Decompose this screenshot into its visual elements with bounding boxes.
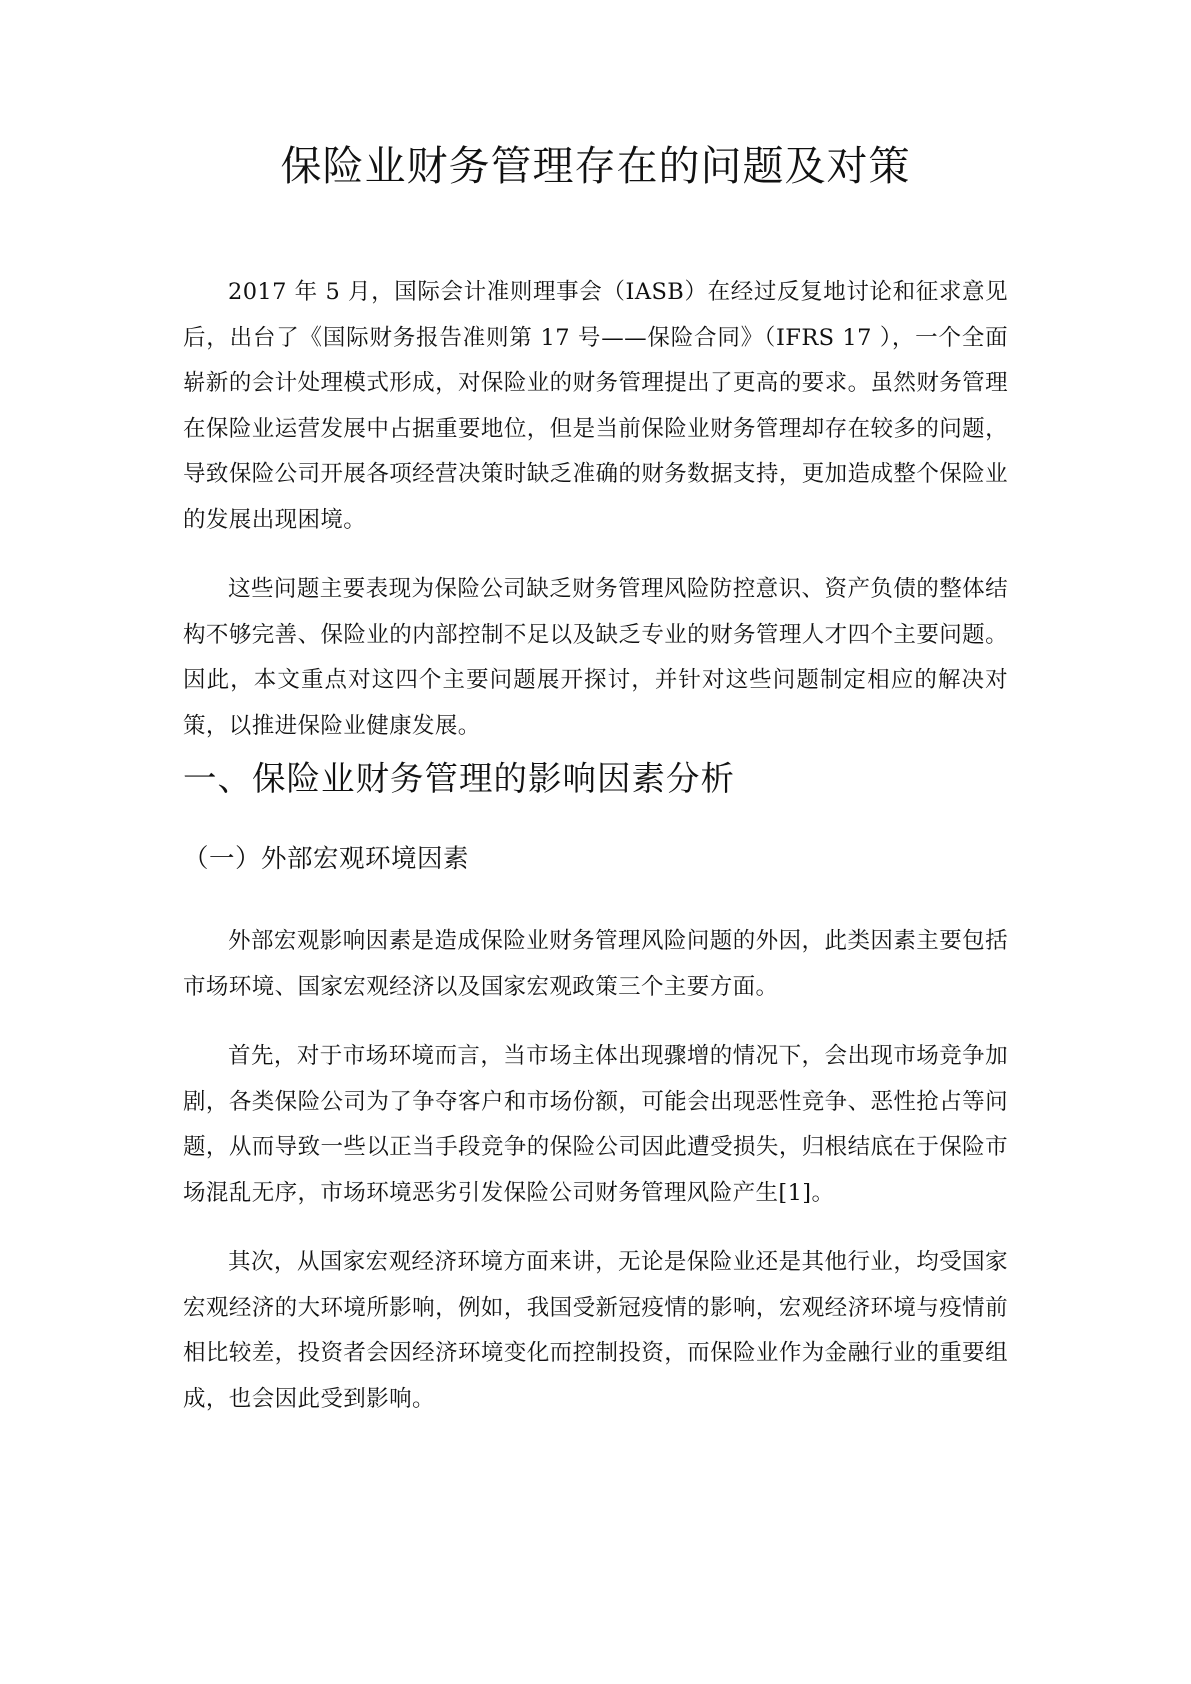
intro-paragraph-2: 这些问题主要表现为保险公司缺乏财务管理风险防控意识、资产负债的整体结构不够完善、保险业的内部控制不足以及缺乏专业的财务管理人才四个主要问题。因此，本文重点对这四个主要问题展开探讨，并针对这些问题制定相应的解决对策，以推进保险业健康发展。 [183, 576, 1008, 739]
paragraph-spacer [183, 1216, 1008, 1240]
paragraph-spacer [183, 543, 1008, 567]
document-body [183, 270, 1008, 1422]
document-title: 保险业财务管理存在的问题及对策 [280, 142, 911, 190]
section-paragraph-3: 其次，从国家宏观经济环境方面来讲，无论是保险业还是其他行业，均受国家宏观经济的大环境所影响，例如，我国受新冠疫情的影响，宏观经济环境与疫情前相比较差，投资者会因经济环境变化而控制投资，而保险业作为金融行业的重要组成，也会因此受到影响。 [183, 1249, 1008, 1412]
section-paragraph-1: 外部宏观影响因素是造成保险业财务管理风险问题的外因，此类因素主要包括市场环境、国家宏观经济以及国家宏观政策三个主要方面。 [183, 928, 1008, 1000]
paragraph-spacer [183, 1010, 1008, 1034]
intro-paragraph-1: 2017 年 5 月，国际会计准则理事会（IASB）在经过反复地讨论和征求意见后，出台了《国际财务报告准则第 17 号——保险合同》（IFRS 17 ），一个全面崭新的会计处理模式形成，对保险业的财务管理提出了更高的要求。虽然财务管理在保险业运营发展中占据重要地位，但是当前保险业财务管理却存在较多的问题，导致保险公司开展各项经营决策时缺乏准确的财务数据支持，更加造成整个保险业的发展出现困境。 [183, 279, 1008, 533]
section-paragraph-2: 首先，对于市场环境而言，当市场主体出现骤增的情况下，会出现市场竞争加剧，各类保险公司为了争夺客户和市场份额，可能会出现恶性竞争、恶性抢占等问题，从而导致一些以正当手段竞争的保险公司因此遭受损失，归根结底在于保险市场混乱无序，市场环境恶劣引发保险公司财务管理风险产生[1]。 [183, 1043, 1008, 1206]
subsection-heading-1: （一）外部宏观环境因素 [183, 844, 470, 874]
section-heading-1: 一、保险业财务管理的影响因素分析 [183, 759, 735, 798]
